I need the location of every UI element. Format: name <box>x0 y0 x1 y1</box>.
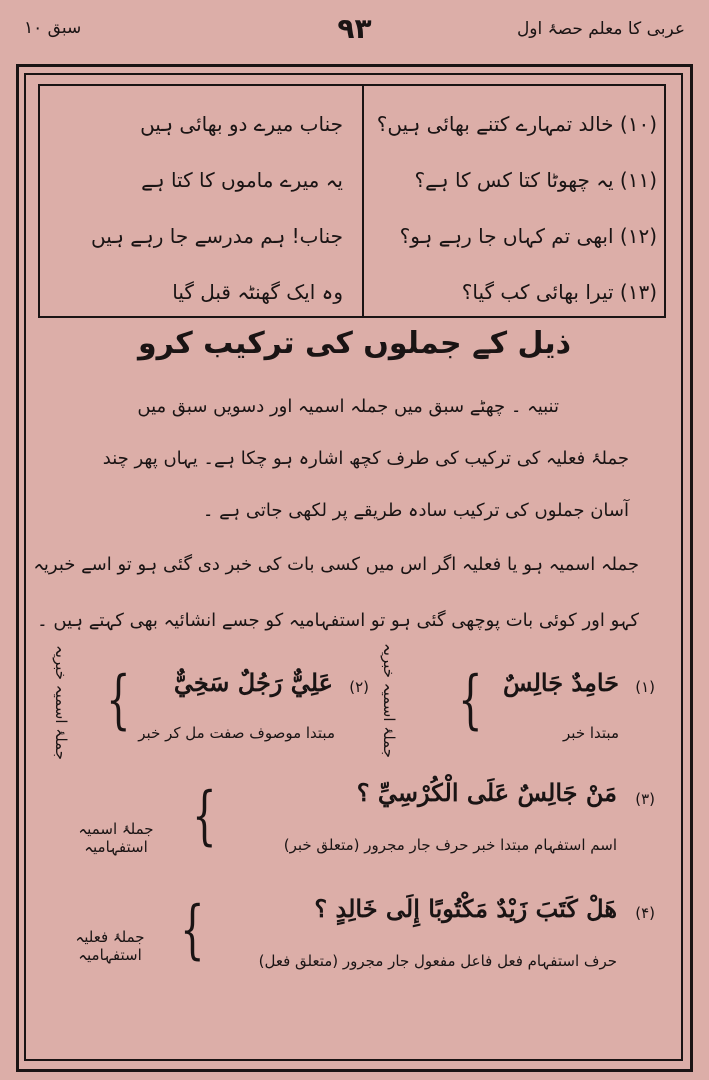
brace: { <box>458 663 483 737</box>
qa-divider <box>362 84 364 318</box>
example-side-label: جملۂ اسمیہ استفہامیہ <box>78 820 154 856</box>
question-12: (۱۲) ابھی تم کہاں جا رہے ہو؟ <box>399 224 657 248</box>
example-side-label: جملۂ فعلیہ استفہامیہ <box>75 928 145 964</box>
example-arabic: مَنْ جَالِسٌ عَلَى الْكُرْسِيِّ ؟ <box>356 778 617 807</box>
example-labels: مبتدا خبر <box>563 724 619 742</box>
answer-13: وہ ایک گھنٹہ قبل گیا <box>172 280 343 304</box>
note-line: کہو اور کوئی بات پوچھی گئی ہو تو استفہامیہ کو جسے انشائیہ بھی کہتے ہیں ۔ <box>37 610 639 631</box>
example-number: (۳) <box>635 790 655 808</box>
page-header <box>20 10 689 50</box>
example-number: (۲) <box>349 678 369 696</box>
question-10: (۱۰) خالد تمہارے کتنے بھائی ہیں؟ <box>376 112 657 136</box>
page-number: ۹۳ <box>337 12 372 45</box>
example-labels: اسم استفہام مبتدا خبر حرف جار مجرور (متعلق خبر) <box>283 836 617 854</box>
example-side-label: جملۂ اسمیہ خبریہ <box>52 645 70 760</box>
note-line: تنبیہ ۔ چھٹے سبق میں جملہ اسمیہ اور دسویں سبق میں <box>137 396 559 417</box>
note-line: جملہ اسمیہ ہو یا فعلیہ اگر اس میں کسی بات کی خبر دی گئی ہو تو اسے خبریہ <box>33 554 639 575</box>
section-title: ذیل کے جملوں کی ترکیب کرو <box>137 326 571 361</box>
lesson-label: سبق ۱۰ <box>24 18 82 38</box>
answer-12: جناب! ہم مدرسے جا رہے ہیں <box>90 224 343 248</box>
brace: { <box>192 779 217 853</box>
example-labels: حرف استفہام فعل فاعل مفعول جار مجرور (متعلق فعل) <box>258 952 617 970</box>
book-title: عربی کا معلم حصۂ اول <box>516 19 685 39</box>
answer-11: یہ میرے ماموں کا کتا ہے <box>141 168 343 192</box>
note-line: جملۂ فعلیہ کی ترکیب کی طرف کچھ اشارہ ہو چکا ہے۔ یہاں پھر چند <box>102 448 629 469</box>
example-arabic: عَلِيٌّ رَجُلٌ سَخِيٌّ <box>173 668 333 697</box>
example-number: (۴) <box>635 904 655 922</box>
question-13: (۱۳) تیرا بھائی کب گیا؟ <box>461 280 657 304</box>
example-arabic: حَامِدٌ جَالِسٌ <box>502 668 619 697</box>
answer-10: جناب میرے دو بھائی ہیں <box>140 112 343 136</box>
example-arabic: هَلْ كَتَبَ زَيْدٌ مَكْتُوبًا إِلَى خَالِدٍ ؟ <box>314 894 617 923</box>
brace: { <box>180 893 205 967</box>
note-line: آسان جملوں کی ترکیب سادہ طریقے پر لکھی جاتی ہے ۔ <box>202 500 629 521</box>
example-number: (۱) <box>635 678 655 696</box>
question-11: (۱۱) یہ چھوٹا کتا کس کا ہے؟ <box>414 168 657 192</box>
example-side-label: جملۂ اسمیہ خبریہ <box>380 643 398 758</box>
example-labels: مبتدا موصوف صفت مل کر خبر <box>138 724 335 742</box>
brace: { <box>106 663 131 737</box>
